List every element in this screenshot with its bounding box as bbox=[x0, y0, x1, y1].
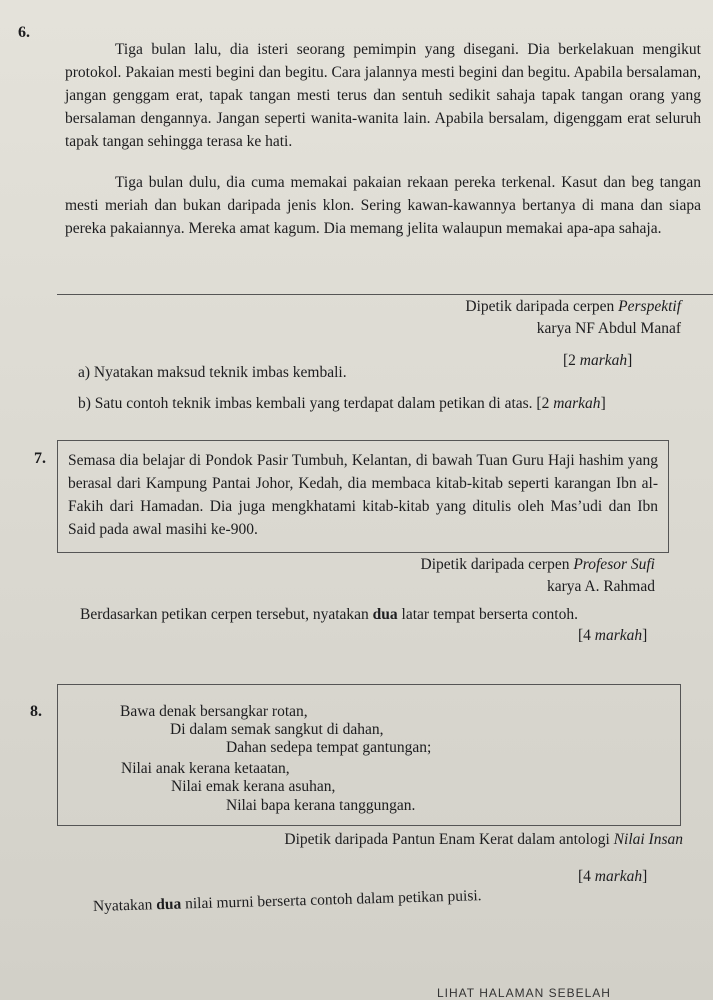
question-7-marks: [4 markah] bbox=[578, 627, 648, 644]
question-6-passage-box bbox=[57, 22, 713, 295]
question-6-number: 6. bbox=[18, 24, 30, 41]
question-7-number: 7. bbox=[34, 450, 46, 467]
question-7-source-title: Profesor Sufi bbox=[573, 556, 655, 573]
question-8-number: 8. bbox=[30, 703, 42, 720]
poem-line-2: Di dalam semak sangkut di dahan, bbox=[170, 721, 384, 738]
question-6-source bbox=[465, 296, 681, 340]
question-6-source-prefix: Dipetik daripada cerpen bbox=[465, 298, 619, 315]
question-6a: a) Nyatakan maksud teknik imbas kembali. bbox=[78, 364, 347, 381]
footer-next-page: LIHAT HALAMAN SEBELAH bbox=[437, 986, 611, 1000]
poem-line-5: Nilai emak kerana asuhan, bbox=[171, 778, 336, 795]
question-8-prompt: Nyatakan dua nilai murni berserta contoh dalam petikan puisi. bbox=[92, 887, 482, 915]
question-8-source-title: Nilai Insan bbox=[613, 831, 683, 848]
question-7-source-prefix: Dipetik daripada cerpen bbox=[420, 556, 574, 573]
question-6-author: karya NF Abdul Manaf bbox=[536, 320, 681, 337]
question-7-prompt: Berdasarkan petikan cerpen tersebut, nyatakan dua latar tempat berserta contoh. bbox=[80, 606, 578, 623]
question-6a-marks: [2 markah] bbox=[563, 352, 633, 369]
question-8-marks: [4 markah] bbox=[578, 868, 648, 885]
poem-line-1: Bawa denak bersangkar rotan, bbox=[120, 703, 308, 720]
question-7-passage-box bbox=[57, 440, 669, 553]
poem-line-6: Nilai bapa kerana tanggungan. bbox=[226, 797, 416, 814]
question-6-paragraph-2: Tiga bulan dulu, dia cuma memakai pakaian rekaan pereka terkenal. Kasut dan beg tangan mesti meriah dan bukan daripada jenis klon. Sering kawan-kawannya bertanya di mana dan siapa pereka pakaiannya. Mereka amat kagum. Dia memang jelita walaupun memakai apa-apa sahaja. bbox=[65, 174, 701, 237]
question-8-source bbox=[284, 829, 683, 851]
poem-line-4: Nilai anak kerana ketaatan, bbox=[121, 760, 290, 777]
question-6-paragraph-1: Tiga bulan lalu, dia isteri seorang pemimpin yang disegani. Dia berkelakuan mengikut protokol. Pakaian mesti begini dan begitu. Cara jalannya mesti begini dan begitu. Apabila bersalaman, jangan genggam erat, tapak tangan mesti terus dan sentuh sedikit sahaja tapak tangan orang yang bersalaman dengannya. Jangan seperti wanita-wanita lain. Apabila bersalam, digenggam erat seluruh tapak tangan sehingga terasa ke hati. bbox=[65, 41, 701, 150]
question-7-source bbox=[421, 554, 655, 598]
question-7-author: karya A. Rahmad bbox=[546, 578, 655, 595]
question-8-source-prefix: Dipetik daripada Pantun Enam Kerat dalam antologi bbox=[284, 831, 614, 848]
question-7-passage: Semasa dia belajar di Pondok Pasir Tumbuh, Kelantan, di bawah Tuan Guru Haji hashim yang berasal dari Kampung Pantai Johor, Kedah, dia membaca kitab-kitab seperti karangan Ibn al-Fakih dari Hamadan. Dia juga mengkhatami kitab-kitab yang ditulis oleh Mas’udi dan Ibn Said pada awal masihi ke-900. bbox=[68, 452, 658, 538]
question-6b: b) Satu contoh teknik imbas kembali yang terdapat dalam petikan di atas. [2 markah] bbox=[78, 395, 606, 412]
poem-line-3: Dahan sedepa tempat gantungan; bbox=[226, 739, 432, 756]
question-6-source-title: Perspektif bbox=[618, 298, 681, 315]
